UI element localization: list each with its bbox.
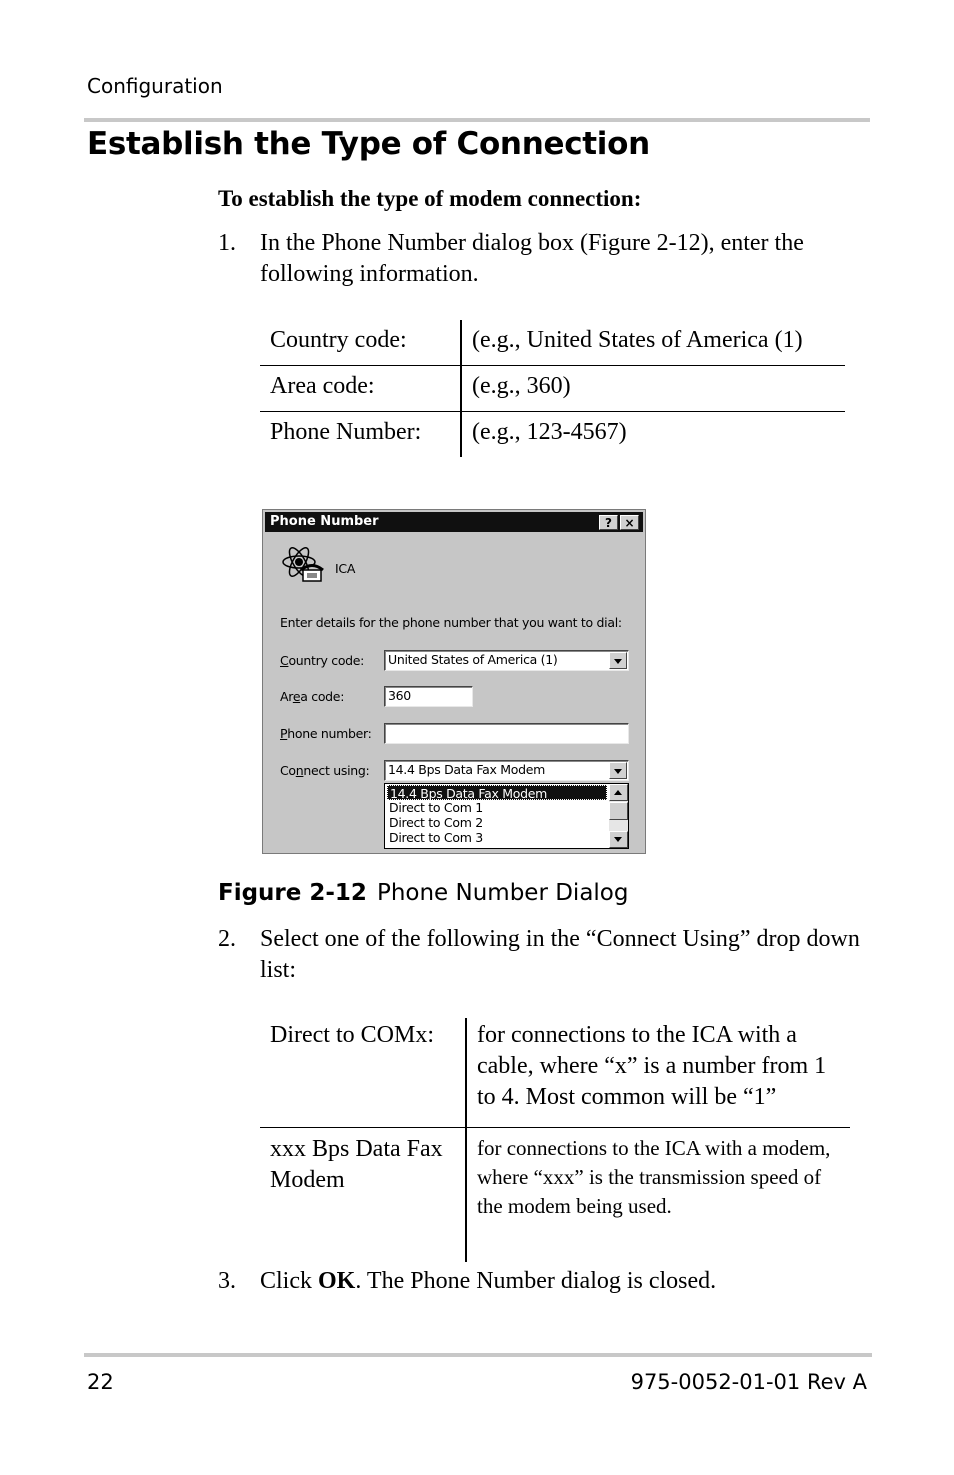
ok-button-reference: OK [318, 1268, 356, 1294]
country-code-select[interactable]: United States of America (1) [384, 650, 629, 671]
list-item[interactable]: Direct to Com 3 [389, 830, 483, 845]
page-title: Establish the Type of Connection [87, 126, 650, 162]
procedure-heading: To establish the type of modem connection: [218, 186, 642, 211]
info-value: (e.g., 123-4567) [461, 412, 845, 458]
figure-number: Figure 2-12 [218, 880, 367, 906]
connect-options-table [260, 1018, 850, 1262]
connect-using-dropdown-list [384, 783, 629, 849]
table-row [260, 1018, 850, 1128]
step-number: 2. [218, 926, 236, 952]
step-text: In the Phone Number dialog box (Figure 2-12), enter the following information. [260, 230, 804, 287]
document-id: 975-0052-01-01 Rev A [630, 1370, 867, 1394]
table-row [260, 320, 845, 366]
option-description: for connections to the ICA with a cable, where “x” is a number from 1 to 4. Most common will be “1” [477, 1022, 827, 1110]
connect-using-label: Connect using: [280, 763, 370, 778]
step-text: Click OK. The Phone Number dialog is closed. [260, 1268, 717, 1294]
figure-caption-text: Phone Number Dialog [376, 880, 629, 906]
step-number: 3. [218, 1268, 236, 1294]
table-row [260, 1128, 850, 1263]
info-label: Country code: [260, 320, 461, 366]
option-description: for connections to the ICA with a modem, where “xxx” is the transmission speed of the modem being used. [466, 1128, 850, 1263]
info-value: (e.g., United States of America (1) [472, 327, 803, 353]
list-scrollbar[interactable] [609, 784, 628, 848]
phone-number-label: Phone number: [280, 726, 372, 741]
info-label: Area code: [260, 366, 461, 412]
list-item[interactable]: 14.4 Bps Data Fax Modem [387, 785, 607, 800]
country-code-label: Country code: [280, 653, 365, 668]
footer-rule [84, 1353, 872, 1357]
chevron-down-icon[interactable] [609, 652, 627, 669]
area-code-input[interactable]: 360 [384, 686, 473, 707]
header-rule [84, 118, 870, 122]
area-code-label: Area code: [280, 689, 345, 704]
phone-number-input[interactable] [384, 723, 629, 744]
phone-info-table [260, 320, 845, 457]
dialog-titlebar [265, 512, 643, 532]
running-header: Configuration [87, 74, 223, 98]
info-value: (e.g., 360) [461, 366, 845, 412]
table-row [260, 412, 845, 458]
list-item[interactable]: Direct to Com 2 [389, 815, 483, 830]
phone-number-dialog [262, 509, 646, 854]
scroll-thumb[interactable] [609, 802, 628, 820]
page-number: 22 [87, 1370, 114, 1394]
option-label: xxx Bps Data Fax Modem [260, 1128, 466, 1263]
chevron-down-icon[interactable] [609, 762, 627, 779]
list-item[interactable]: Direct to Com 1 [389, 800, 483, 815]
connect-using-select[interactable]: 14.4 Bps Data Fax Modem [384, 760, 629, 781]
phone-atom-icon [279, 544, 327, 588]
step-number: 1. [218, 230, 236, 256]
scroll-up-icon[interactable] [609, 784, 628, 801]
figure-caption [218, 880, 628, 906]
close-button[interactable]: × [620, 515, 639, 530]
step-text: Select one of the following in the “Connect Using” drop down list: [260, 926, 860, 983]
option-label: Direct to COMx: [260, 1018, 466, 1128]
info-label: Phone Number: [260, 412, 461, 458]
dialog-title: Phone Number [270, 514, 379, 529]
scroll-down-icon[interactable] [609, 831, 628, 848]
help-button[interactable]: ? [599, 515, 618, 530]
dialog-instruction: Enter details for the phone number that you want to dial: [280, 615, 622, 630]
app-label: ICA [335, 561, 356, 576]
table-row [260, 366, 845, 412]
